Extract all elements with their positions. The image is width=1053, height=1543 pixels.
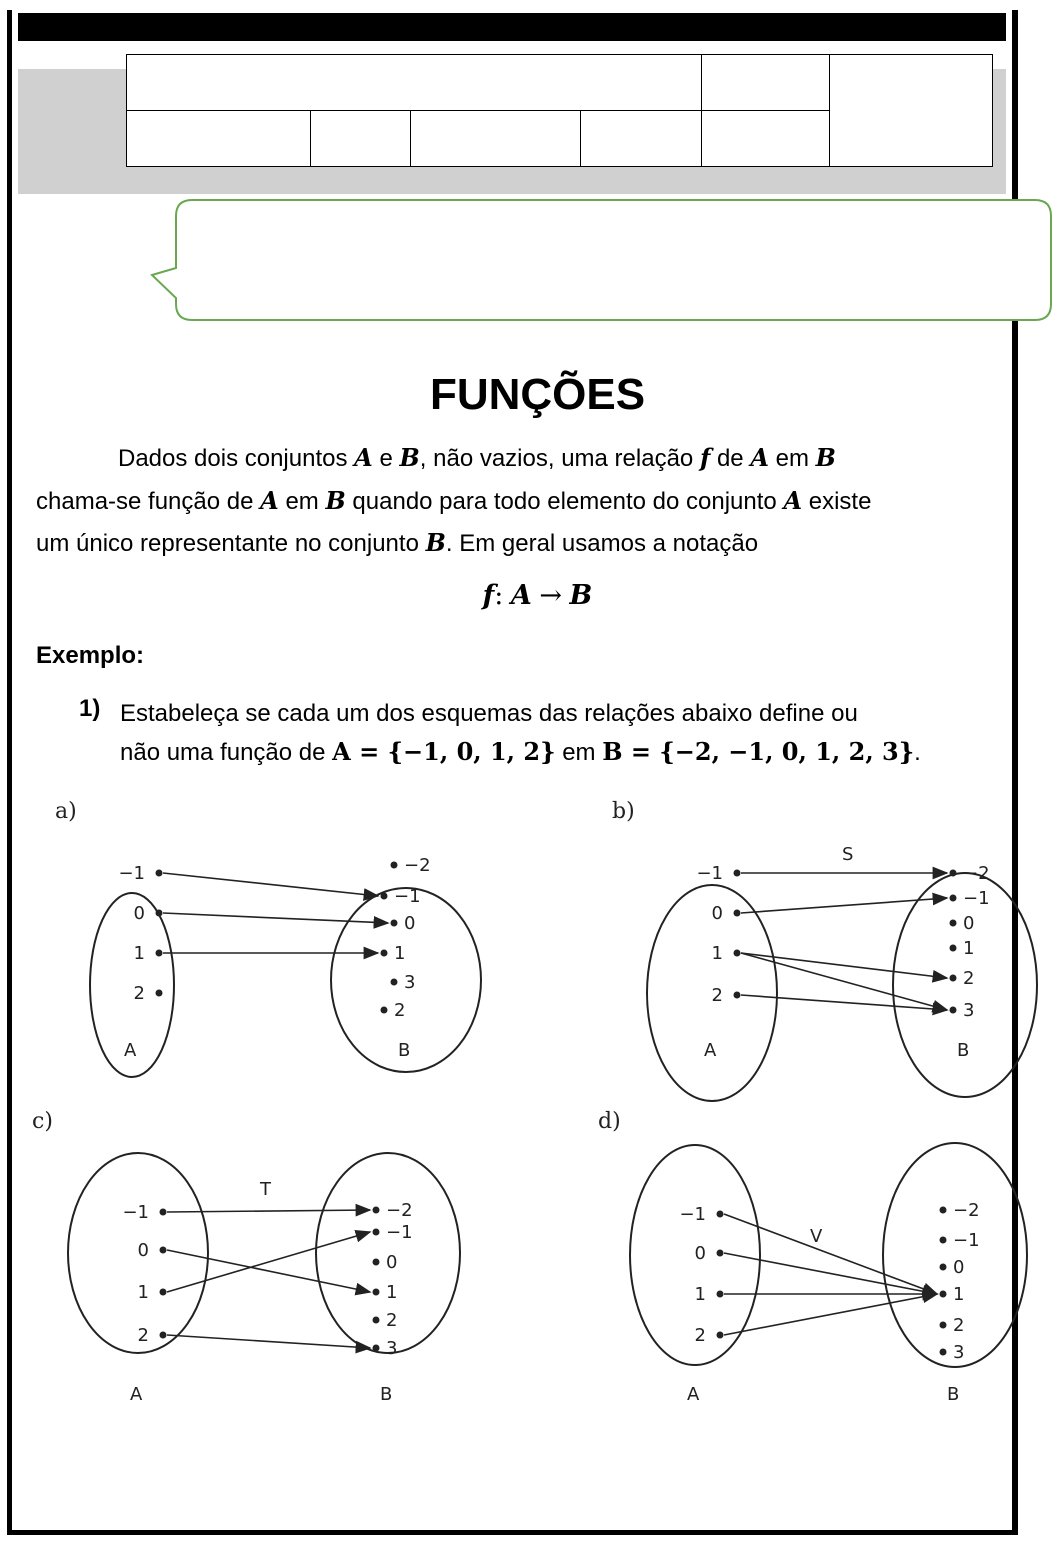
- set-a-point: [156, 990, 163, 997]
- relation-arrow: [741, 953, 947, 1010]
- set-b-element: −1: [386, 1222, 413, 1243]
- diagram-a: [55, 799, 481, 1077]
- header-cell: [411, 111, 581, 167]
- set-a-point: [156, 910, 163, 917]
- set-a-point: [734, 870, 741, 877]
- set-a-point: [717, 1332, 724, 1339]
- set-b-element: −2: [963, 863, 990, 884]
- set-b-point: [391, 920, 398, 927]
- set-b-point: [373, 1229, 380, 1236]
- set-b-point: [373, 1259, 380, 1266]
- set-b-point: [940, 1291, 947, 1298]
- set-a-element: 1: [133, 943, 145, 964]
- set-a-element: 1: [711, 943, 723, 964]
- set-b-label: B: [398, 1040, 411, 1061]
- set-a-point: [717, 1291, 724, 1298]
- set-b-point: [373, 1345, 380, 1352]
- diagram-label: d): [598, 1109, 621, 1134]
- set-b-element: 0: [404, 913, 416, 934]
- set-b-element: 0: [953, 1257, 965, 1278]
- set-b-element: −1: [394, 886, 421, 907]
- set-b-element: 2: [386, 1310, 398, 1331]
- set-a-point: [734, 950, 741, 957]
- set-b-label: B: [380, 1384, 393, 1405]
- relation-arrow: [163, 873, 378, 896]
- header-info-table: [126, 54, 993, 167]
- header-black-bar: [18, 13, 1006, 41]
- set-a-element: 1: [694, 1284, 706, 1305]
- set-b-label: B: [957, 1040, 970, 1061]
- page-border-bottom: [7, 1530, 1018, 1535]
- set-a-element: −1: [679, 1204, 706, 1225]
- set-a-point: [156, 870, 163, 877]
- set-a-label: A: [687, 1384, 700, 1405]
- set-b-point: [373, 1289, 380, 1296]
- diagram-d: [598, 1109, 1027, 1405]
- question-number: 1): [79, 695, 101, 722]
- set-b-point: [940, 1237, 947, 1244]
- set-a-point: [734, 992, 741, 999]
- set-a-element: −1: [696, 863, 723, 884]
- set-a-element: 1: [137, 1282, 149, 1303]
- header-cell: [830, 55, 993, 167]
- set-b-element: 0: [963, 913, 975, 934]
- relation-label: S: [842, 844, 854, 865]
- set-b-element: 2: [394, 1000, 406, 1021]
- set-a-label: A: [124, 1040, 137, 1061]
- set-b-element: 3: [386, 1338, 398, 1359]
- set-b-point: [940, 1207, 947, 1214]
- header-cell: [127, 111, 311, 167]
- header-cell: [702, 55, 830, 111]
- set-b-point: [950, 920, 957, 927]
- set-b-element: 1: [386, 1282, 398, 1303]
- relation-arrow: [724, 1294, 937, 1335]
- example-label: Exemplo:: [36, 642, 145, 669]
- callout-box: [150, 198, 1053, 323]
- set-b-point: [373, 1207, 380, 1214]
- set-a-point: [717, 1211, 724, 1218]
- set-b-element: 2: [953, 1315, 965, 1336]
- diagram-c: [32, 1109, 460, 1405]
- set-b-element: 3: [404, 972, 416, 993]
- set-a-point: [717, 1250, 724, 1257]
- set-b-point: [950, 895, 957, 902]
- set-b-element: 3: [953, 1342, 965, 1363]
- relation-arrow: [167, 1210, 370, 1212]
- diagram-label: a): [55, 799, 77, 824]
- diagram-b: [612, 799, 1037, 1101]
- set-b-element: −2: [953, 1200, 980, 1221]
- set-a-point: [156, 950, 163, 957]
- set-a-element: 0: [133, 903, 145, 924]
- set-b-point: [391, 979, 398, 986]
- set-a-element: 0: [137, 1240, 149, 1261]
- set-b-element: −2: [404, 855, 431, 876]
- set-a-label: A: [130, 1384, 143, 1405]
- set-b-point: [373, 1317, 380, 1324]
- set-a-element: −1: [122, 1202, 149, 1223]
- set-b-point: [950, 870, 957, 877]
- set-a-element: 0: [711, 903, 723, 924]
- set-b-element: −2: [386, 1200, 413, 1221]
- set-a-element: 2: [137, 1325, 149, 1346]
- set-b-point: [381, 1007, 388, 1014]
- function-notation: f: A → B: [482, 580, 593, 611]
- set-b-element: 2: [963, 968, 975, 989]
- diagram-label: b): [612, 799, 635, 824]
- set-b-point: [950, 1007, 957, 1014]
- set-b-element: −1: [953, 1230, 980, 1251]
- relation-arrow: [724, 1253, 937, 1294]
- relation-diagrams: [0, 780, 1053, 1420]
- header-cell: [581, 111, 702, 167]
- set-a-label: A: [704, 1040, 717, 1061]
- set-a-element: 2: [711, 985, 723, 1006]
- set-a-element: −1: [118, 863, 145, 884]
- set-a-element: 2: [694, 1325, 706, 1346]
- question-text: Estabeleça se cada um dos esquemas das relações abaixo define ou não uma função de A = {−1, 0, 1, 2} em B = {−2, −1, 0, 1, 2, 3}.: [120, 700, 921, 766]
- set-b-point: [950, 945, 957, 952]
- relation-label: T: [260, 1179, 271, 1200]
- set-b-element: 1: [953, 1284, 965, 1305]
- relation-arrow: [724, 1214, 937, 1294]
- set-a-element: 0: [694, 1243, 706, 1264]
- set-a-point: [734, 910, 741, 917]
- diagram-label: c): [32, 1109, 53, 1134]
- relation-arrow: [741, 898, 947, 913]
- set-b-point: [381, 893, 388, 900]
- set-a-point: [160, 1247, 167, 1254]
- relation-arrow: [741, 995, 947, 1010]
- set-b-element: 1: [394, 943, 406, 964]
- header-cell: [127, 55, 702, 111]
- relation-arrow: [741, 953, 947, 978]
- set-a-point: [160, 1209, 167, 1216]
- set-b-element: 0: [386, 1252, 398, 1273]
- relation-arrow: [167, 1335, 370, 1348]
- set-b-element: 3: [963, 1000, 975, 1021]
- set-b-point: [950, 975, 957, 982]
- set-b-label: B: [947, 1384, 960, 1405]
- set-a-point: [160, 1289, 167, 1296]
- set-b-element: 1: [963, 938, 975, 959]
- definition-paragraph: Dados dois conjuntos A e B, não vazios, uma relação f de A em B chama-se função de A em B quando para todo elemento do conjunto A existe um único representante no conjunto B. Em geral usamos a notação: [36, 443, 872, 557]
- relation-label: V: [810, 1226, 823, 1247]
- set-b-element: −1: [963, 888, 990, 909]
- header-cell: [702, 111, 830, 167]
- set-b-point: [940, 1349, 947, 1356]
- set-b-point: [381, 950, 388, 957]
- relation-arrow: [167, 1232, 370, 1292]
- set-b-point: [391, 862, 398, 869]
- set-b-point: [940, 1264, 947, 1271]
- set-a-point: [160, 1332, 167, 1339]
- relation-arrow: [167, 1250, 370, 1292]
- page-title: FUNÇÕES: [429, 370, 646, 419]
- set-a-element: 2: [133, 983, 145, 1004]
- header-cell: [311, 111, 411, 167]
- set-b-point: [940, 1322, 947, 1329]
